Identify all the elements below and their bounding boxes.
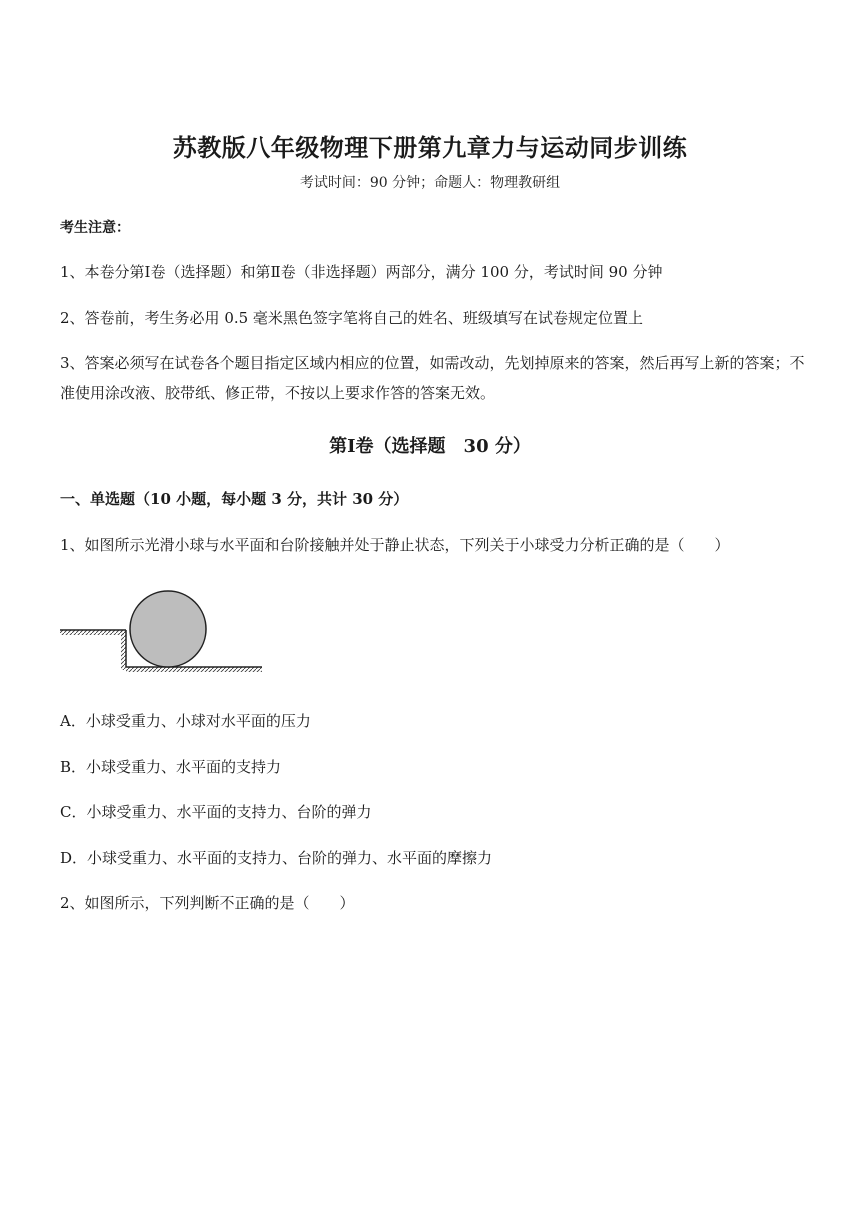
notice-item-2: 2、答卷前，考生务必用 0.5 毫米黑色签字笔将自己的姓名、班级填写在试卷规定位置上 [60,309,643,327]
question-1-option-a[interactable]: A．小球受重力、小球对水平面的压力 [60,712,311,730]
question-1-option-d[interactable]: D．小球受重力、水平面的支持力、台阶的弹力、水平面的摩擦力 [60,849,493,867]
ball [130,591,206,667]
question-1-option-c[interactable]: C．小球受重力、水平面的支持力、台阶的弹力 [60,803,372,821]
question-1-figure [60,585,270,684]
part-heading: 一、单选题（10 小题，每小题 3 分，共计 30 分） [60,490,409,508]
notice-item-3: 3、答案必须写在试卷各个题目指定区域内相应的位置，如需改动，先划掉原来的答案，然后再写上新的答案；不准使用涂改液、胶带纸、修正带，不按以上要求作答的答案无效。 [60,354,805,402]
question-2-stem: 2、如图所示，下列判断不正确的是（ ） [60,894,355,912]
ball-on-step-diagram [60,585,270,680]
notice-heading: 考生注意： [60,220,130,236]
section-title: 第Ⅰ卷（选择题 30 分） [329,436,531,457]
exam-title: 苏教版八年级物理下册第九章力与运动同步训练 [172,133,688,162]
notice-item-1: 1、本卷分第Ⅰ卷（选择题）和第Ⅱ卷（非选择题）两部分，满分 100 分，考试时间 90 分钟 [60,263,663,281]
exam-subtitle: 考试时间：90 分钟；命题人：物理教研组 [299,175,561,191]
question-1-option-b[interactable]: B．小球受重力、水平面的支持力 [60,758,282,776]
question-1-stem: 1、如图所示光滑小球与水平面和台阶接触并处于静止状态，下列关于小球受力分析正确的是（ ） [60,536,730,554]
